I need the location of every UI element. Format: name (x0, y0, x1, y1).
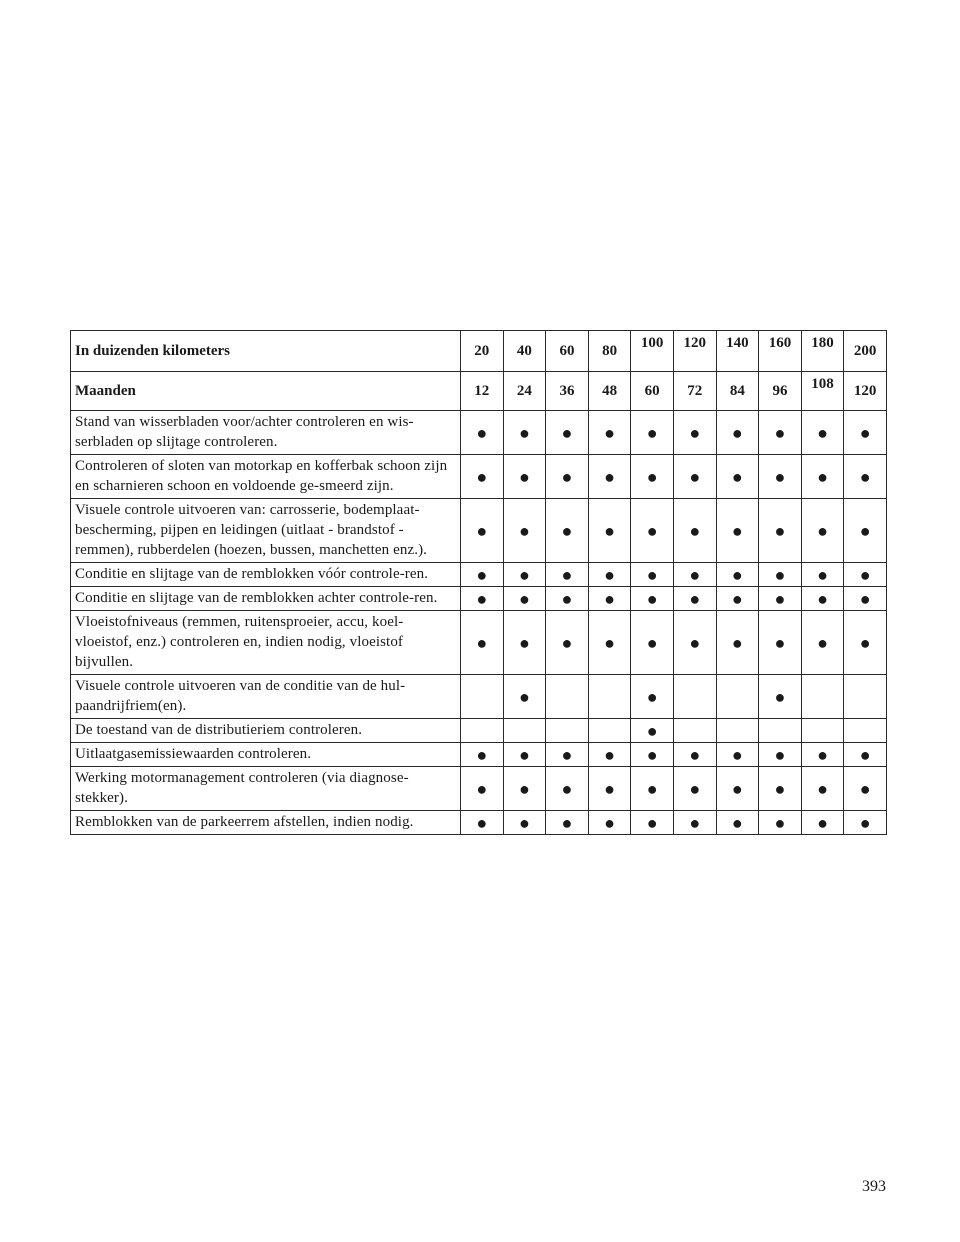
task-description: Remblokken van de parkeerrem afstellen, indien nodig. (71, 811, 461, 835)
empty-cell (801, 675, 844, 719)
table-row (71, 563, 887, 587)
task-description: Uitlaatgasemissiewaarden controleren. (71, 743, 461, 767)
task-description: De toestand van de distributieriem controleren. (71, 719, 461, 743)
service-bullet: ● (546, 811, 589, 835)
service-bullet: ● (801, 587, 844, 611)
service-bullet: ● (759, 587, 802, 611)
table-row (71, 455, 887, 499)
service-bullet: ● (588, 563, 631, 587)
empty-cell (673, 675, 716, 719)
service-bullet: ● (759, 563, 802, 587)
service-bullet: ● (673, 455, 716, 499)
service-bullet: ● (801, 611, 844, 675)
service-bullet: ● (546, 767, 589, 811)
service-bullet: ● (716, 611, 759, 675)
service-bullet: ● (588, 411, 631, 455)
service-bullet: ● (844, 563, 887, 587)
service-bullet: ● (673, 563, 716, 587)
service-bullet: ● (801, 455, 844, 499)
months-header-cell: 12 (461, 372, 504, 411)
task-description: Conditie en slijtage van de remblokken achter controle-ren. (71, 587, 461, 611)
task-description: Conditie en slijtage van de remblokken vóór controle-ren. (71, 563, 461, 587)
service-bullet: ● (503, 611, 546, 675)
service-bullet: ● (673, 611, 716, 675)
months-header-cell: 120 (844, 372, 887, 411)
table-row (71, 743, 887, 767)
empty-cell (461, 675, 504, 719)
service-bullet: ● (759, 611, 802, 675)
empty-cell (673, 719, 716, 743)
service-bullet: ● (503, 499, 546, 563)
empty-cell (716, 675, 759, 719)
task-description: Stand van wisserbladen voor/achter controleren en wis-serbladen op slijtage controleren. (71, 411, 461, 455)
table-row (71, 811, 887, 835)
task-description: Vloeistofniveaus (remmen, ruitensproeier, accu, koel-vloeistof, enz.) controleren en, indien nodig, vloeistof bijvullen. (71, 611, 461, 675)
empty-cell (759, 719, 802, 743)
service-bullet: ● (631, 499, 674, 563)
service-bullet: ● (716, 411, 759, 455)
service-bullet: ● (716, 587, 759, 611)
service-bullet: ● (631, 767, 674, 811)
service-bullet: ● (546, 611, 589, 675)
months-header-cell: 96 (759, 372, 802, 411)
service-bullet: ● (801, 743, 844, 767)
header-row-months (71, 372, 887, 411)
table-row (71, 719, 887, 743)
service-bullet: ● (844, 743, 887, 767)
table-row (71, 611, 887, 675)
header-row-km (71, 331, 887, 372)
empty-cell (546, 675, 589, 719)
months-header-cell: 60 (631, 372, 674, 411)
service-bullet: ● (716, 743, 759, 767)
service-bullet: ● (801, 563, 844, 587)
service-bullet: ● (588, 455, 631, 499)
service-bullet: ● (546, 411, 589, 455)
service-bullet: ● (546, 455, 589, 499)
months-header-cell: 72 (673, 372, 716, 411)
table-row (71, 675, 887, 719)
service-bullet: ● (844, 811, 887, 835)
service-bullet: ● (716, 811, 759, 835)
months-header-label: Maanden (71, 372, 461, 411)
service-bullet: ● (588, 767, 631, 811)
service-bullet: ● (503, 811, 546, 835)
table-row (71, 411, 887, 455)
service-bullet: ● (461, 411, 504, 455)
service-bullet: ● (759, 411, 802, 455)
table-row (71, 767, 887, 811)
km-header-cell: 40 (503, 331, 546, 372)
service-bullet: ● (801, 767, 844, 811)
months-header-cell: 24 (503, 372, 546, 411)
empty-cell (461, 719, 504, 743)
service-bullet: ● (461, 563, 504, 587)
service-bullet: ● (801, 811, 844, 835)
service-bullet: ● (673, 499, 716, 563)
km-header-cell: 80 (588, 331, 631, 372)
empty-cell (844, 719, 887, 743)
km-header-cell: 180 (801, 331, 844, 372)
maintenance-schedule-table (70, 330, 887, 835)
service-bullet: ● (631, 675, 674, 719)
service-bullet: ● (503, 767, 546, 811)
service-bullet: ● (503, 587, 546, 611)
service-bullet: ● (461, 455, 504, 499)
service-bullet: ● (588, 743, 631, 767)
service-bullet: ● (844, 455, 887, 499)
service-bullet: ● (461, 767, 504, 811)
service-bullet: ● (844, 499, 887, 563)
service-bullet: ● (631, 455, 674, 499)
service-bullet: ● (588, 811, 631, 835)
service-bullet: ● (801, 411, 844, 455)
km-header-cell: 60 (546, 331, 589, 372)
service-bullet: ● (461, 743, 504, 767)
empty-cell (588, 719, 631, 743)
service-bullet: ● (759, 675, 802, 719)
service-bullet: ● (588, 587, 631, 611)
service-bullet: ● (546, 587, 589, 611)
service-bullet: ● (631, 719, 674, 743)
service-bullet: ● (631, 811, 674, 835)
page-number: 393 (862, 1178, 886, 1195)
service-bullet: ● (759, 767, 802, 811)
service-bullet: ● (673, 743, 716, 767)
empty-cell (546, 719, 589, 743)
service-bullet: ● (631, 743, 674, 767)
schedule-body (71, 411, 887, 835)
service-bullet: ● (844, 587, 887, 611)
service-bullet: ● (759, 455, 802, 499)
service-bullet: ● (759, 811, 802, 835)
service-bullet: ● (716, 499, 759, 563)
service-bullet: ● (673, 767, 716, 811)
service-bullet: ● (503, 411, 546, 455)
service-bullet: ● (588, 499, 631, 563)
empty-cell (588, 675, 631, 719)
service-bullet: ● (588, 611, 631, 675)
service-bullet: ● (759, 743, 802, 767)
task-description: Visuele controle uitvoeren van: carrosserie, bodemplaat-bescherming, pijpen en leidingen (uitlaat - brandstof - remmen), rubberdelen (hoezen, bussen, manchetten enz.). (71, 499, 461, 563)
service-bullet: ● (844, 767, 887, 811)
service-bullet: ● (461, 611, 504, 675)
service-bullet: ● (503, 563, 546, 587)
service-bullet: ● (759, 499, 802, 563)
service-bullet: ● (461, 811, 504, 835)
empty-cell (801, 719, 844, 743)
service-bullet: ● (461, 587, 504, 611)
table-row (71, 587, 887, 611)
task-description: Controleren of sloten van motorkap en kofferbak schoon zijn en scharnieren schoon en voldoende ge-smeerd zijn. (71, 455, 461, 499)
service-bullet: ● (461, 499, 504, 563)
km-header-cell: 20 (461, 331, 504, 372)
service-bullet: ● (503, 455, 546, 499)
service-bullet: ● (631, 611, 674, 675)
km-header-label: In duizenden kilometers (71, 331, 461, 372)
service-bullet: ● (673, 587, 716, 611)
km-header-cell: 100 (631, 331, 674, 372)
service-bullet: ● (716, 455, 759, 499)
months-header-cell: 36 (546, 372, 589, 411)
service-bullet: ● (503, 743, 546, 767)
table-row (71, 499, 887, 563)
months-header-cell: 84 (716, 372, 759, 411)
service-bullet: ● (631, 411, 674, 455)
task-description: Visuele controle uitvoeren van de conditie van de hul-paandrijfriem(en). (71, 675, 461, 719)
service-bullet: ● (844, 611, 887, 675)
empty-cell (844, 675, 887, 719)
service-bullet: ● (673, 411, 716, 455)
empty-cell (503, 719, 546, 743)
km-header-cell: 140 (716, 331, 759, 372)
service-bullet: ● (546, 743, 589, 767)
km-header-cell: 160 (759, 331, 802, 372)
service-bullet: ● (801, 499, 844, 563)
service-bullet: ● (716, 767, 759, 811)
task-description: Werking motormanagement controleren (via diagnose-stekker). (71, 767, 461, 811)
months-header-cell: 108 (801, 372, 844, 411)
service-bullet: ● (546, 499, 589, 563)
service-bullet: ● (546, 563, 589, 587)
service-bullet: ● (631, 587, 674, 611)
service-bullet: ● (716, 563, 759, 587)
service-bullet: ● (503, 675, 546, 719)
service-bullet: ● (844, 411, 887, 455)
service-bullet: ● (673, 811, 716, 835)
km-header-cell: 120 (673, 331, 716, 372)
empty-cell (716, 719, 759, 743)
months-header-cell: 48 (588, 372, 631, 411)
km-header-cell: 200 (844, 331, 887, 372)
service-bullet: ● (631, 563, 674, 587)
